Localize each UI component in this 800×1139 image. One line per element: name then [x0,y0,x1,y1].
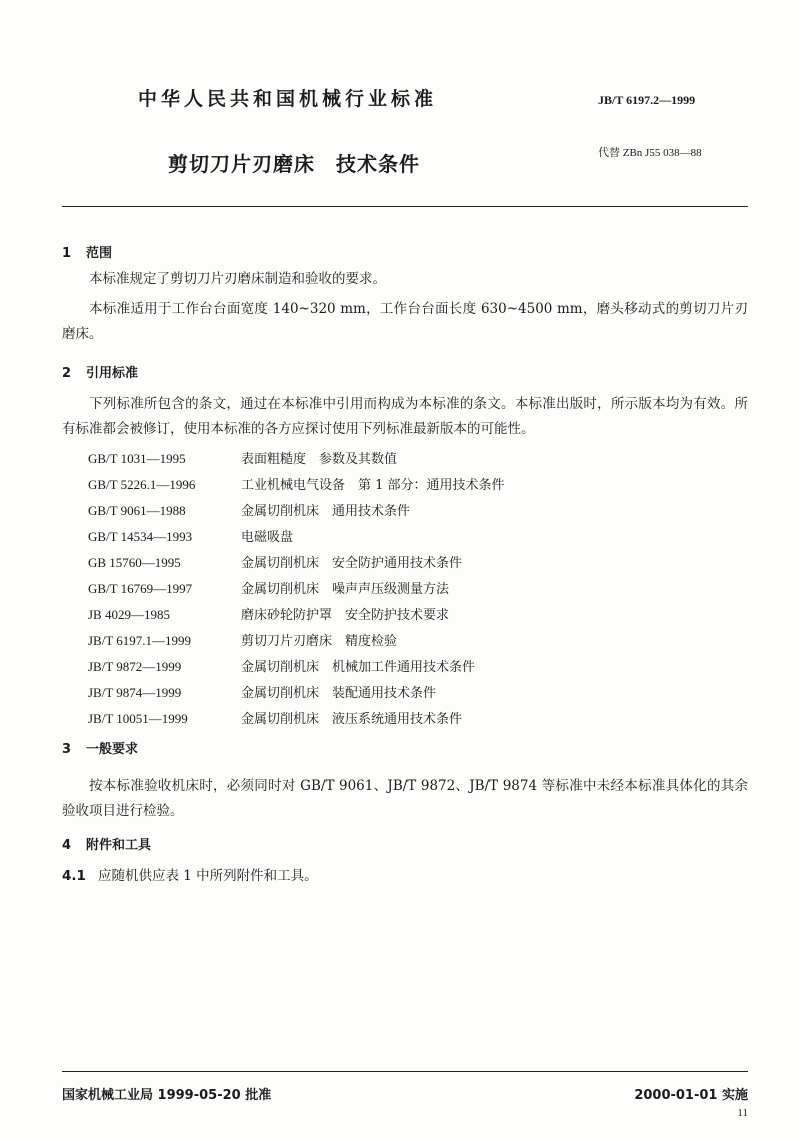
reference-code: GB/T 9061—1988 [88,503,186,518]
section-title: 范围 [86,246,113,261]
organization-title: 中华人民共和国机械行业标准 [138,88,438,110]
reference-title: 金属切削机床 通用技术条件 [241,504,411,519]
subsection-text: 应随机供应表 1 中所列附件和工具。 [98,868,318,884]
references-paragraph: 下列标准所包含的条文，通过在本标准中引用而构成为本标准的条文。本标准出版时，所示版本均为有效。所有标准都会被修订，使用本标准的各方应探讨使用下列标准最新版本的可能性。 [62,396,748,437]
section-2-heading [62,362,138,381]
list-item [88,446,748,472]
section-title: 引用标准 [86,366,139,381]
section-number: 3 [62,742,72,757]
reference-title: 金属切削机床 装配通用技术条件 [241,686,437,701]
reference-list [88,446,748,732]
section-title: 附件和工具 [86,838,152,853]
reference-title: 剪切刀片刃磨床 精度检验 [241,634,398,649]
section-title: 一般要求 [86,742,139,757]
section-number: 4 [62,838,72,853]
section-number: 2 [62,366,72,381]
reference-title: 电磁吸盘 [241,530,294,545]
replaces-standard: 代替 ZBn J55 038—88 [598,147,702,159]
header-divider [62,206,748,207]
list-item [88,654,748,680]
reference-code: GB 15760—1995 [88,555,181,570]
reference-code: JB/T 9874—1999 [88,685,182,700]
reference-code: GB/T 1031—1995 [88,451,186,466]
reference-title: 工业机械电气设备 第 1 部分：通用技术条件 [241,478,505,493]
list-item [88,576,748,602]
reference-code: GB/T 16769—1997 [88,581,193,596]
reference-code: JB/T 6197.1—1999 [88,633,192,648]
section-1-heading [62,242,112,261]
reference-code: JB 4029—1985 [88,607,170,622]
reference-title: 磨床砂轮防护罩 安全防护技术要求 [241,608,450,623]
page-number: 11 [737,1107,748,1119]
list-item [88,706,748,732]
list-item [88,550,748,576]
reference-code: GB/T 5226.1—1996 [88,477,196,492]
reference-code: JB/T 9872—1999 [88,659,182,674]
general-paragraph: 按本标准验收机床时，必须同时对 GB/T 9061、JB/T 9872、JB/T 9874 等标准中未经本标准具体化的其余验收项目进行检验。 [62,778,748,819]
list-item [88,524,748,550]
reference-code: GB/T 14534—1993 [88,529,193,544]
reference-title: 表面粗糙度 参数及其数值 [241,452,398,467]
scope-paragraph-2: 本标准适用于工作台台面宽度 140~320 mm，工作台台面长度 630~4500 mm，磨头移动式的剪切刀片刃磨床。 [62,301,748,342]
section-4-heading [62,834,151,853]
reference-title: 金属切削机床 安全防护通用技术条件 [241,556,463,571]
reference-title: 金属切削机床 机械加工件通用技术条件 [241,660,476,675]
reference-title: 金属切削机床 噪声声压级测量方法 [241,582,450,597]
subsection-4-1 [62,864,318,884]
list-item [88,680,748,706]
section-3-heading [62,738,138,757]
list-item [88,602,748,628]
approval-line: 国家机械工业局 1999-05-20 批准 [62,1088,272,1103]
document-title: 剪切刀片刃磨床 技术条件 [168,152,420,176]
list-item [88,498,748,524]
list-item [88,628,748,654]
standard-number: JB/T 6197.2—1999 [598,93,696,107]
scope-paragraph-1: 本标准规定了剪切刀片刃磨床制造和验收的要求。 [89,271,386,287]
subsection-number: 4.1 [62,868,86,884]
reference-title: 金属切削机床 液压系统通用技术条件 [241,712,463,727]
implementation-date: 2000-01-01 实施 [634,1088,748,1103]
section-number: 1 [62,246,72,261]
reference-code: JB/T 10051—1999 [88,711,188,726]
footer-divider [62,1071,748,1072]
list-item [88,472,748,498]
